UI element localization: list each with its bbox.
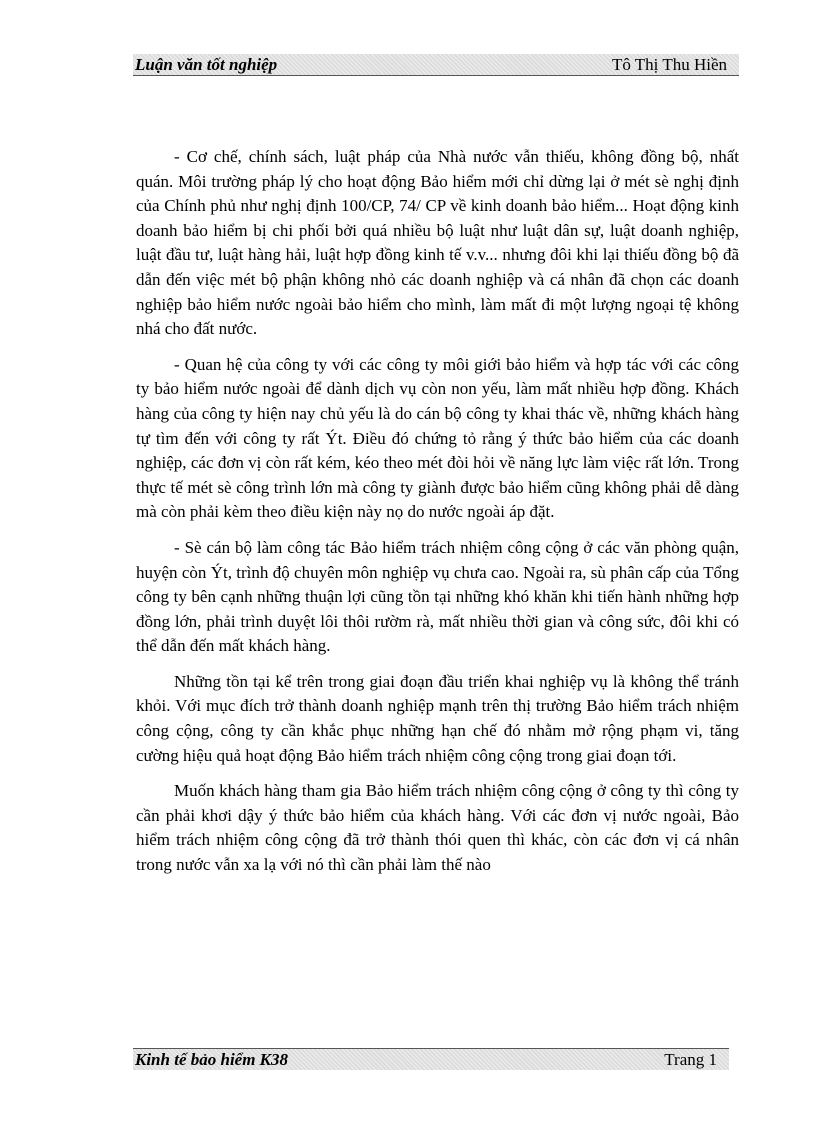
header-author: Tô Thị Thu Hiền bbox=[611, 54, 727, 74]
page-footer bbox=[133, 1048, 729, 1070]
paragraph: - Cơ chế, chính sách, luật pháp của Nhà nước vẫn thiếu, không đồng bộ, nhất quán. Môi trường pháp lý cho hoạt động Bảo hiểm mới chỉ dừng lại ở mét sè nghị định của Chính phủ như nghị định 100/CP, 74/ CP về kinh doanh bảo hiểm... Hoạt động kinh doanh bảo hiểm bị chi phối bởi quá nhiều bộ luật như luật dân sự, luật doanh nghiệp, luật đầu tư, luật hàng hải, luật hợp đồng kinh tế v.v... nhưng đôi khi lại thiếu đồng bộ đã dẫn đến việc mét bộ phận không nhỏ các doanh nghiệp và cá nhân đã chọn các doanh nghiệp bảo hiểm nước ngoài bảo hiểm cho mình, làm mất đi một lượng ngoại tệ không nhá cho đất nước. bbox=[136, 147, 739, 339]
page-header bbox=[133, 54, 739, 76]
paragraph: Muốn khách hàng tham gia Bảo hiểm trách nhiệm công cộng ở công ty thì công ty cần phải khơi dậy ý thức bảo hiểm của khách hàng. Với các đơn vị nước ngoài, Bảo hiểm trách nhiệm công cộng đã trở thành thói quen thì khác, còn các đơn vị cá nhân trong nước vẫn xa lạ với nó thì cần phải làm thế nào bbox=[136, 781, 739, 875]
header-title: Luận văn tốt nghiệp bbox=[135, 54, 278, 74]
paragraph: - Sè cán bộ làm công tác Bảo hiểm trách nhiệm công cộng ở các văn phòng quận, huyện còn Ýt, trình độ chuyên môn nghiệp vụ chưa cao. Ngoài ra, sù phân cấp của Tổng công ty bên cạnh những thuận lợi cũng tồn tại những khó khăn khi tiến hành những hợp đồng lớn, phải trình duyệt lôi thôi rườm rà, mất nhiều thời gian và công sức, đôi khi có thể dẫn đến mất khách hàng. bbox=[136, 537, 739, 656]
paragraph: - Quan hệ của công ty với các công ty môi giới bảo hiểm và hợp tác với các công ty bảo hiểm nước ngoài để dành dịch vụ còn non yếu, làm mất nhiều hợp đồng. Khách hàng của công ty hiện nay chủ yếu là do cán bộ công ty khai thác về, những khách hàng tự tìm đến với công ty rất Ýt. Điều đó chứng tỏ rằng ý thức bảo hiểm của các doanh nghiệp, các đơn vị còn rất kém, kéo theo mét đòi hỏi về năng lực làm việc rất lớn. Trong thực tế mét sè công trình lớn mà công ty giành được bảo hiểm cũng không phải dễ dàng mà còn phải kèm theo điều kiện này nọ do nước ngoài áp đặt. bbox=[136, 354, 739, 522]
document-body bbox=[136, 145, 739, 889]
footer-title: Kinh tế bảo hiểm K38 bbox=[135, 1049, 289, 1069]
paragraph: Những tồn tại kể trên trong giai đoạn đầu triển khai nghiệp vụ là không thể tránh khỏi. Với mục đích trở thành doanh nghiệp mạnh trên thị trường Bảo hiểm trách nhiệm công cộng, công ty cần khắc phục những hạn chế đó nhằm mở rộng phạm vi, tăng cường hiệu quả hoạt động Bảo hiểm trách nhiệm công cộng trong giai đoạn tới. bbox=[136, 671, 739, 765]
page-number: Trang 1 bbox=[664, 1049, 717, 1069]
